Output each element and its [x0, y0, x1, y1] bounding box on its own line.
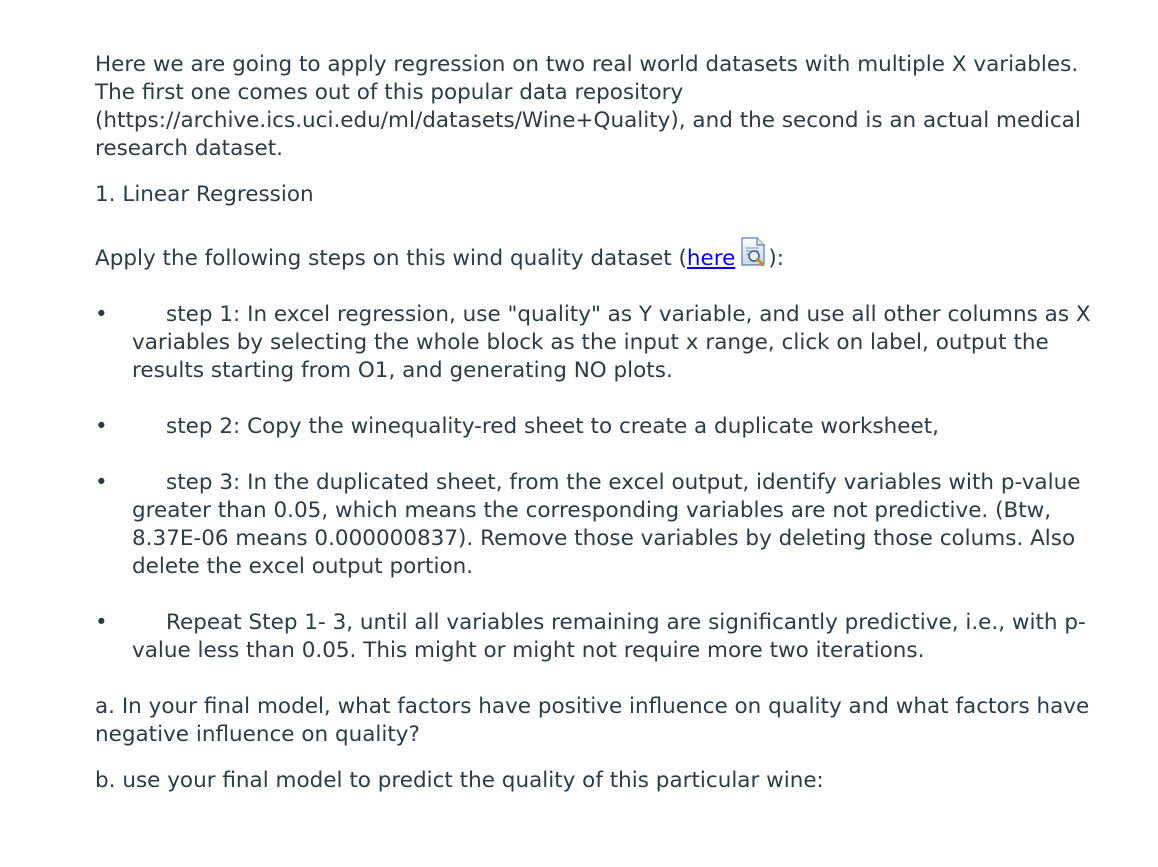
list-item	[95, 609, 1095, 665]
bullet: •	[95, 302, 108, 327]
question-a: a. In your final model, what factors have positive influence on quality and what factors have negative influence on quality?	[95, 694, 1090, 747]
document-preview-icon[interactable]	[739, 237, 767, 267]
repeat-step-text: Repeat Step 1- 3, until all variables remaining are significantly predictive, i.e., with p-value less than 0.05. This might or might not require more two iterations.	[132, 610, 1086, 663]
step-3-text: step 3: In the duplicated sheet, from the excel output, identify variables with p-value greater than 0.05, which means the corresponding variables are not predictive. (Btw, 8.37E-06 means 0.000000837). Remove those variables by deleting those colums. Also delete the excel output portion.	[132, 470, 1081, 579]
dataset-link[interactable]: here	[686, 246, 736, 271]
bullet: •	[95, 470, 108, 495]
list-item	[95, 413, 1095, 441]
question-b: b. use your final model to predict the quality of this particular wine:	[95, 768, 824, 793]
apply-instructions	[95, 237, 1095, 273]
apply-prefix: Apply the following steps on this wind quality dataset (	[95, 246, 687, 271]
step-1-text: step 1: In excel regression, use "quality" as Y variable, and use all other columns as X variables by selecting the whole block as the input x range, click on label, output the results starting from O1, and generating NO plots.	[132, 302, 1091, 383]
bullet: •	[95, 610, 108, 635]
step-2-text: step 2: Copy the winequality-red sheet to create a duplicate worksheet,	[166, 414, 939, 439]
main-content	[95, 51, 1095, 813]
intro-paragraph: Here we are going to apply regression on two real world datasets with multiple X variables. The first one comes out of this popular data repository (https://archive.ics.uci.edu/ml/datasets/Wine+Quality), and the second is an actual medical research dataset.	[95, 52, 1081, 161]
steps-list	[95, 301, 1095, 665]
section-heading: 1. Linear Regression	[95, 182, 314, 207]
list-item	[95, 301, 1095, 385]
apply-suffix: ):	[768, 246, 785, 271]
bullet: •	[95, 414, 108, 439]
list-item	[95, 469, 1095, 581]
